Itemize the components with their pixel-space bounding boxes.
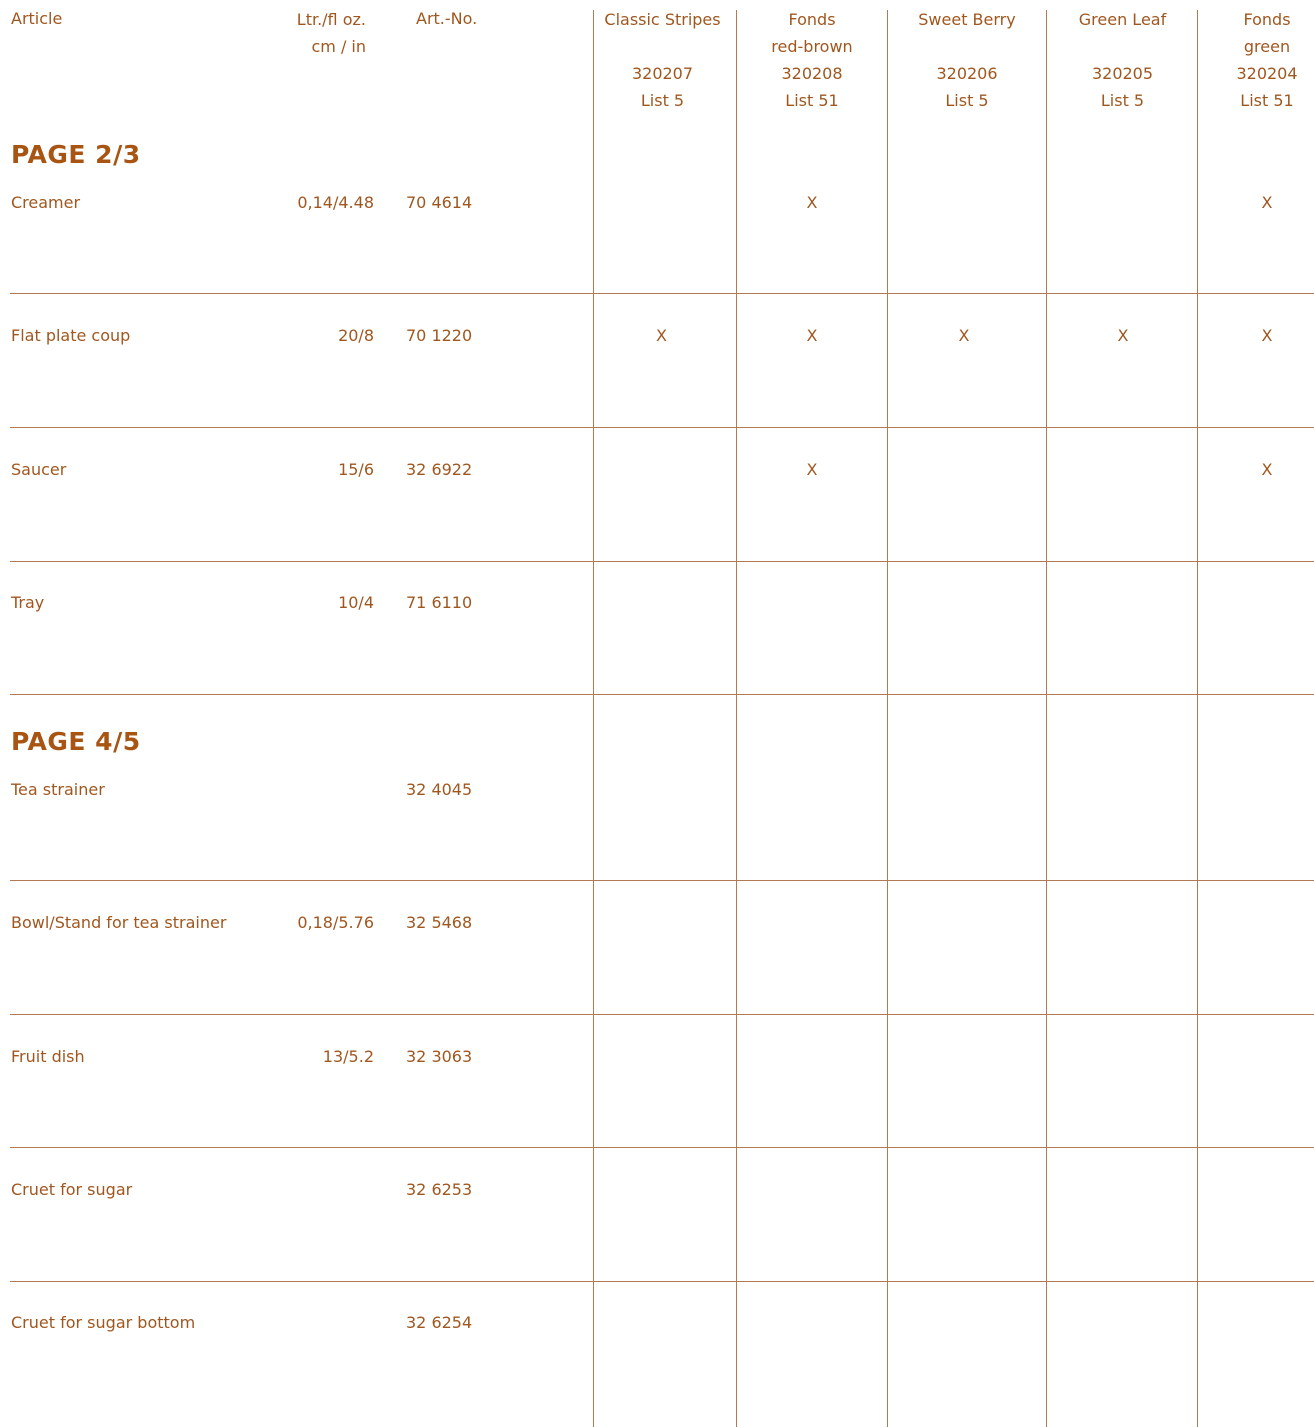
header-classic-stripes: Classic Stripes 320207 List 5 [604, 10, 721, 110]
row-divider [10, 293, 1314, 294]
section-title: PAGE 2/3 [11, 140, 141, 169]
article-size: 0,18/5.76 [297, 913, 374, 932]
row-divider [10, 694, 1314, 695]
row-divider [10, 1147, 1314, 1148]
article-name: Creamer [11, 193, 81, 212]
availability-mark: X [806, 193, 818, 212]
article-name: Cruet for sugar [11, 1180, 133, 1199]
row-divider [10, 880, 1314, 881]
column-divider [736, 10, 737, 1427]
article-size: 10/4 [338, 593, 374, 612]
availability-mark: X [806, 460, 818, 479]
article-number: 32 6254 [406, 1313, 473, 1332]
article-size: 0,14/4.48 [297, 193, 374, 212]
article-name: Tray [11, 593, 45, 612]
article-number: 70 4614 [406, 193, 473, 212]
article-size: 20/8 [338, 326, 374, 345]
article-number: 32 5468 [406, 913, 473, 932]
header-volume: Ltr./fl oz. cm / in [296, 10, 366, 56]
column-divider [593, 10, 594, 1427]
header-article: Article [11, 9, 63, 28]
section-title: PAGE 4/5 [11, 727, 141, 756]
article-number: 70 1220 [406, 326, 473, 345]
article-number: 32 6253 [406, 1180, 473, 1199]
article-name: Tea strainer [11, 780, 105, 799]
header-sweet-berry: Sweet Berry 320206 List 5 [918, 10, 1016, 110]
article-number: 71 6110 [406, 593, 473, 612]
article-name: Flat plate coup [11, 326, 131, 345]
header-fonds-red-brown: Fonds red-brown 320208 List 51 [771, 10, 853, 110]
column-divider [887, 10, 888, 1427]
article-name: Bowl/Stand for tea strainer [11, 913, 227, 932]
availability-mark: X [1261, 460, 1273, 479]
availability-mark: X [1261, 193, 1273, 212]
column-divider [1197, 10, 1198, 1427]
availability-mark: X [958, 326, 970, 345]
availability-mark: X [1117, 326, 1129, 345]
header-fonds-green: Fonds green 320204 List 51 [1236, 10, 1298, 110]
availability-mark: X [656, 326, 667, 345]
article-size: 13/5.2 [322, 1047, 374, 1066]
availability-mark: X [1261, 326, 1273, 345]
header-art-no: Art.-No. [416, 9, 478, 28]
row-divider [10, 1014, 1314, 1015]
article-name: Saucer [11, 460, 67, 479]
article-size: 15/6 [338, 460, 374, 479]
row-divider [10, 427, 1314, 428]
row-divider [10, 561, 1314, 562]
column-divider [1046, 10, 1047, 1427]
article-number: 32 4045 [406, 780, 473, 799]
article-name: Cruet for sugar bottom [11, 1313, 196, 1332]
header-green-leaf: Green Leaf 320205 List 5 [1078, 10, 1167, 110]
row-divider [10, 1281, 1314, 1282]
article-name: Fruit dish [11, 1047, 85, 1066]
availability-mark: X [806, 326, 818, 345]
article-number: 32 6922 [406, 460, 473, 479]
article-number: 32 3063 [406, 1047, 473, 1066]
